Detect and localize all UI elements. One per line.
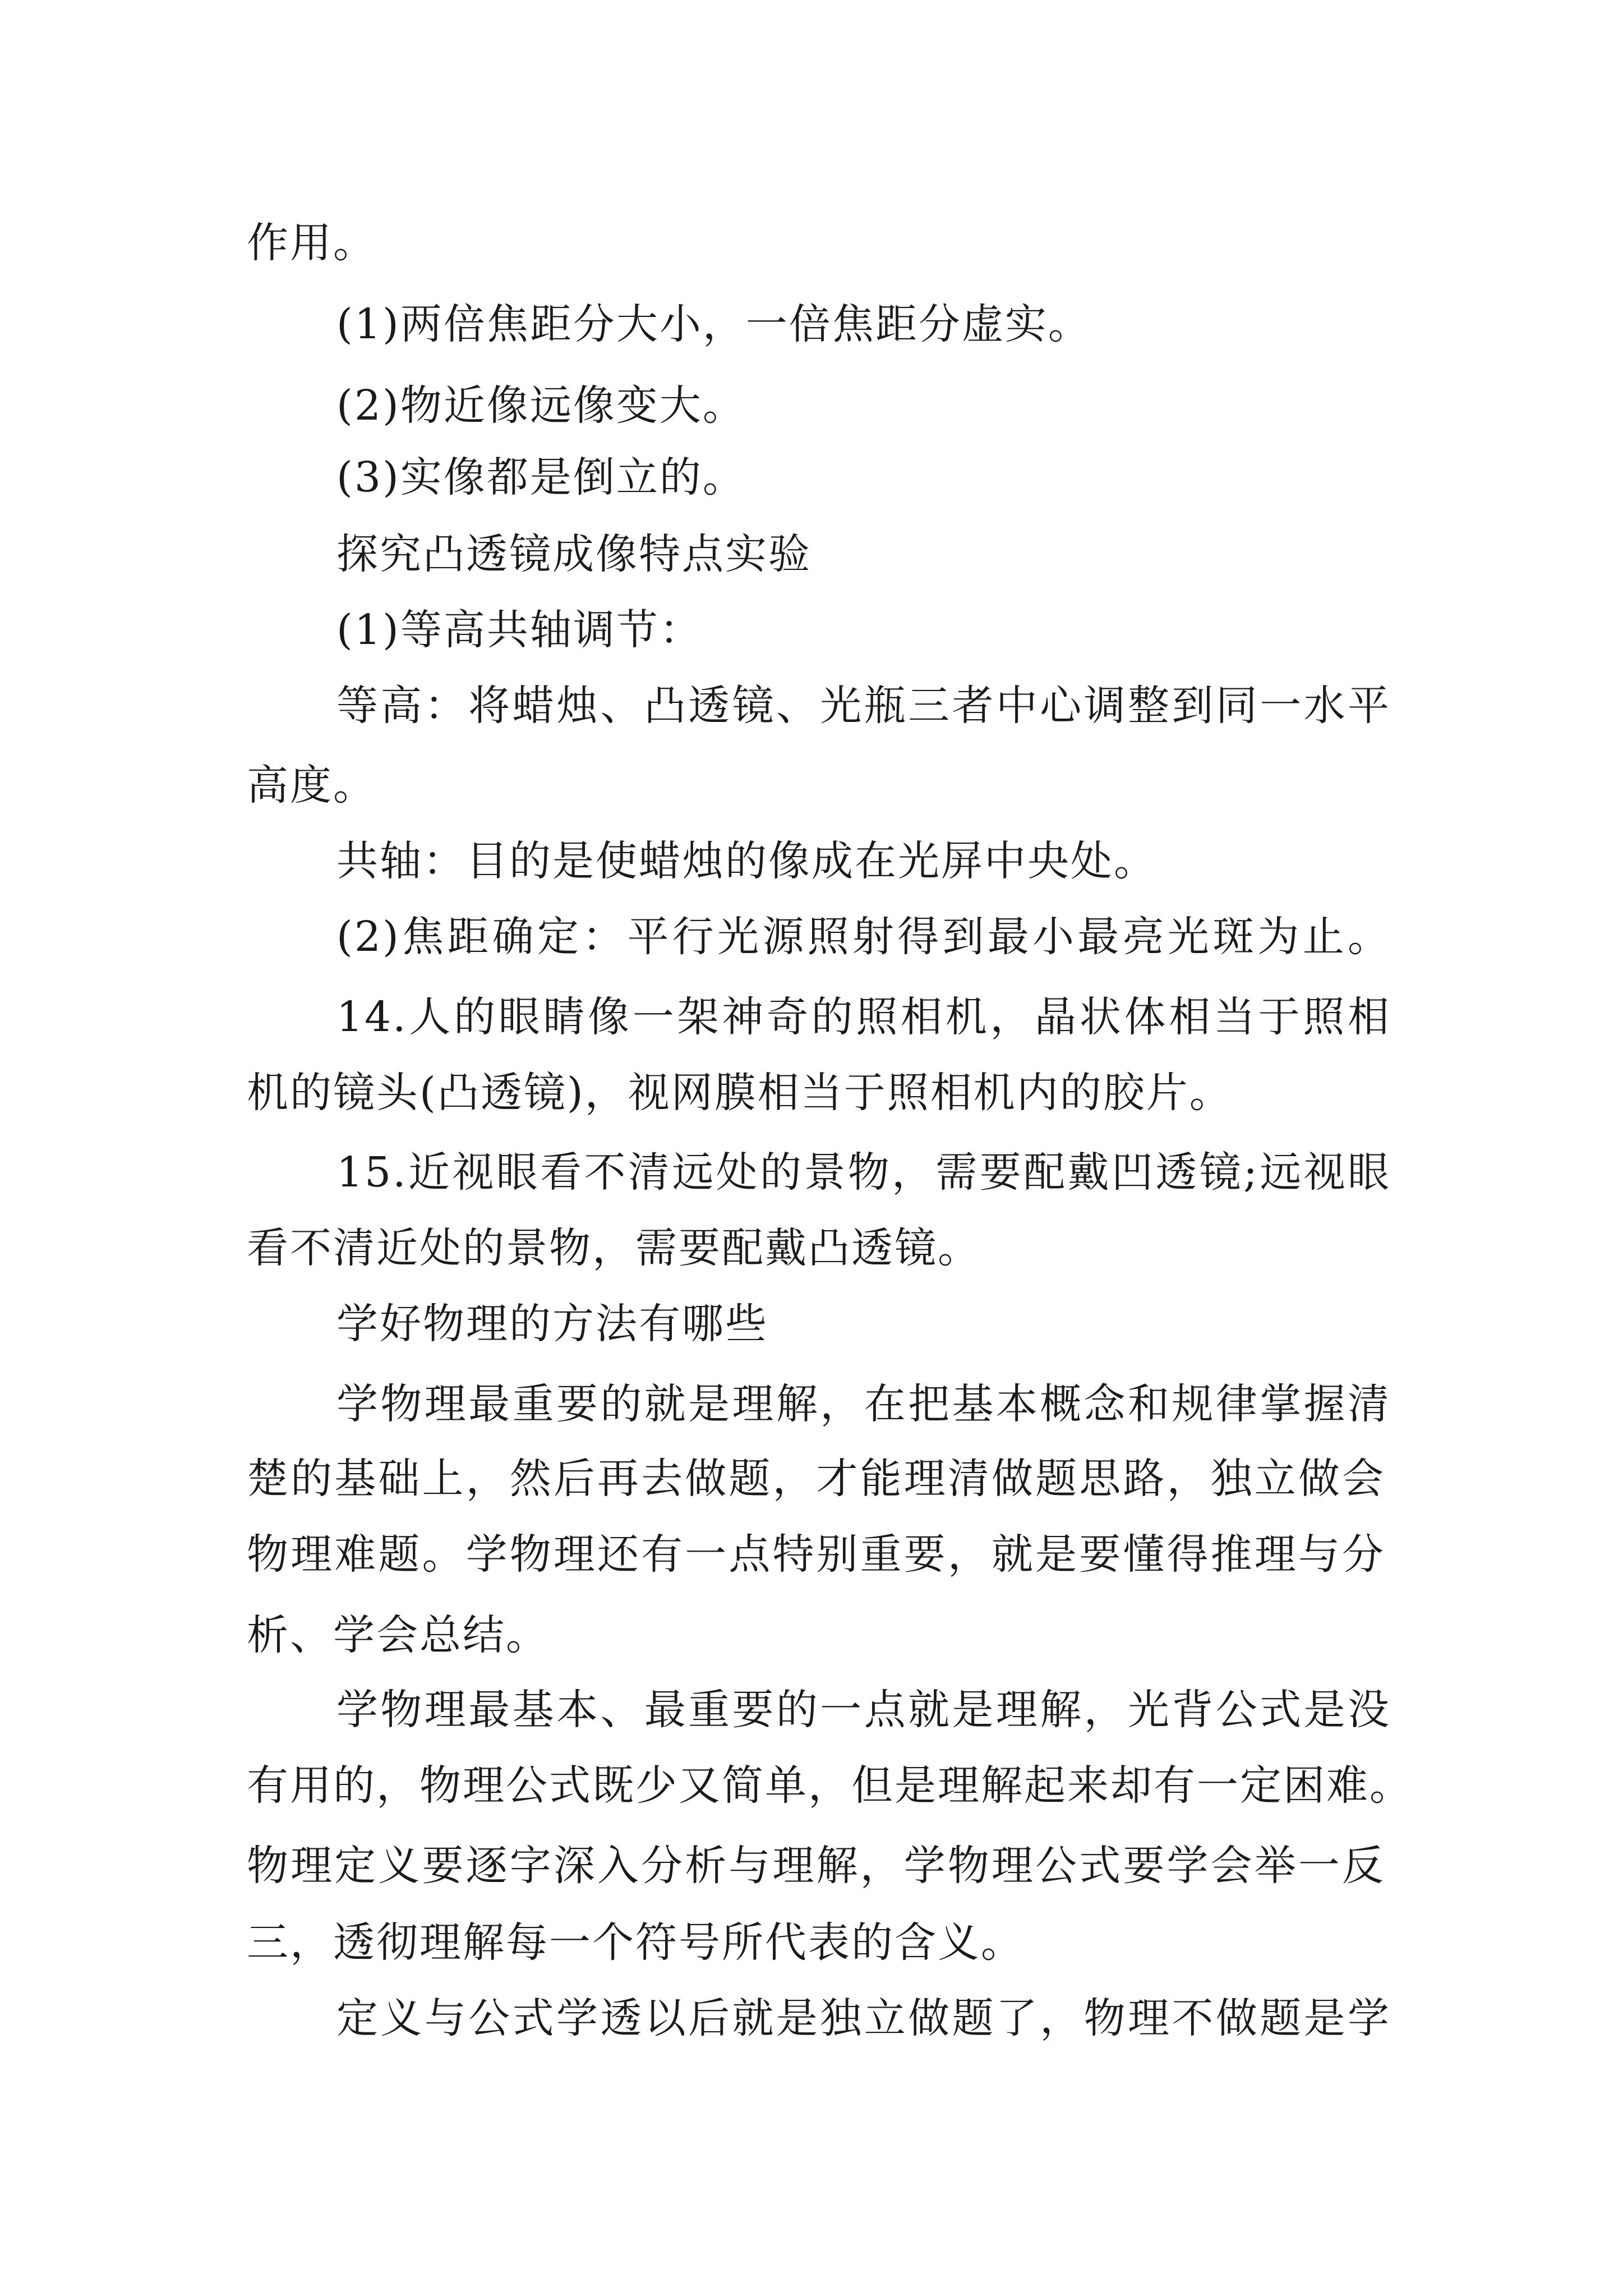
text-line: 14.人的眼睛像一架神奇的照相机，晶状体相当于照相	[336, 993, 1391, 1041]
text-line: 等高：将蜡烛、凸透镜、光瓶三者中心调整到同一水平	[336, 682, 1391, 730]
text-line: 作用。	[247, 219, 376, 267]
text-line: (1)等高共轴调节：	[336, 606, 703, 654]
text-line: 物理定义要逐字深入分析与理解，学物理公式要学会举一反	[247, 1842, 1385, 1890]
text-line: (3)实像都是倒立的。	[336, 453, 746, 501]
section-heading: 学好物理的方法有哪些	[336, 1300, 768, 1348]
text-line: 物理难题。学物理还有一点特别重要，就是要懂得推理与分	[247, 1530, 1385, 1579]
text-line: 三，透彻理解每一个符号所代表的含义。	[247, 1918, 1024, 1967]
text-line: 学物理最重要的就是理解，在把基本概念和规律掌握清	[336, 1380, 1391, 1428]
text-line: (2)焦距确定：平行光源照射得到最小最亮光斑为止。	[336, 913, 1391, 961]
text-line: 看不清近处的景物，需要配戴凸透镜。	[247, 1224, 981, 1272]
text-line: (2)物近像远像变大。	[336, 381, 746, 430]
text-line: 高度。	[247, 761, 376, 809]
text-line: 机的镜头(凸透镜)，视网膜相当于照相机内的胶片。	[247, 1069, 1233, 1117]
text-line: 析、学会总结。	[247, 1611, 549, 1659]
text-line: 楚的基础上，然后再去做题，才能理清做题思路，独立做会	[247, 1455, 1385, 1503]
text-line: 有用的，物理公式既少又简单，但是理解起来却有一定困难。	[247, 1761, 1413, 1810]
text-line: 共轴：目的是使蜡烛的像成在光屏中央处。	[336, 837, 1157, 885]
text-line: 定义与公式学透以后就是独立做题了，物理不做题是学	[336, 1994, 1391, 2042]
text-line: (1)两倍焦距分大小，一倍焦距分虚实。	[336, 300, 1091, 348]
text-line: 学物理最基本、最重要的一点就是理解，光背公式是没	[336, 1686, 1391, 1734]
section-heading: 探究凸透镜成像特点实验	[336, 530, 811, 578]
text-line: 15.近视眼看不清远处的景物，需要配戴凹透镜;远视眼	[336, 1148, 1391, 1197]
